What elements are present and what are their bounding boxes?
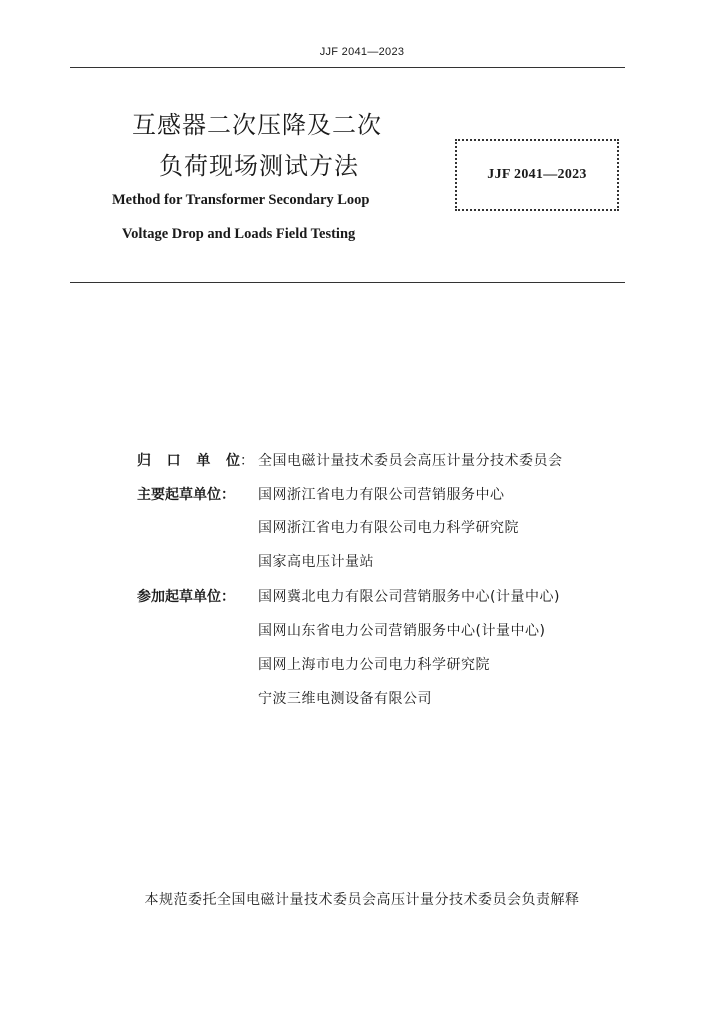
participating-drafter-item-1: 国网冀北电力有限公司营销服务中心(计量中心) <box>258 589 560 605</box>
interpretation-note: 本规范委托全国电磁计量技术委员会高压计量分技术委员会负责解释 <box>144 892 580 908</box>
top-divider <box>70 67 625 68</box>
title-zh-line2: 负荷现场测试方法 <box>159 152 359 180</box>
header-standard-code: JJF 2041—2023 <box>319 46 405 58</box>
participating-drafter-item-3: 国网上海市电力公司电力科学研究院 <box>258 657 490 673</box>
title-en-line1: Method for Transformer Secondary Loop <box>112 192 370 208</box>
title-zh-line1: 互感器二次压降及二次 <box>132 111 382 139</box>
guikou-value: 全国电磁计量技术委员会高压计量分技术委员会 <box>258 453 563 469</box>
main-drafter-item-1: 国网浙江省电力有限公司营销服务中心 <box>258 487 505 503</box>
guikou-label-colon: ： <box>240 453 254 469</box>
main-drafters-label: 主要起草单位： <box>137 487 235 503</box>
standard-code-box-text: JJF 2041—2023 <box>487 167 587 182</box>
standard-code-box <box>455 139 619 211</box>
main-drafter-item-2: 国网浙江省电力有限公司电力科学研究院 <box>258 520 519 536</box>
bottom-divider <box>70 282 625 283</box>
title-en-line2: Voltage Drop and Loads Field Testing <box>122 226 356 242</box>
participating-drafter-item-4: 宁波三维电测设备有限公司 <box>258 691 432 707</box>
main-drafter-item-3: 国家高电压计量站 <box>258 554 374 570</box>
guikou-label <box>137 450 254 470</box>
participating-drafters-label: 参加起草单位： <box>137 589 235 605</box>
guikou-label-char-4: 位 <box>225 453 240 469</box>
guikou-label-char-1: 归 <box>137 453 151 469</box>
guikou-label-char-3: 单 <box>196 453 211 469</box>
guikou-label-char-2: 口 <box>166 453 181 469</box>
participating-drafter-item-2: 国网山东省电力公司营销服务中心(计量中心) <box>258 623 546 639</box>
